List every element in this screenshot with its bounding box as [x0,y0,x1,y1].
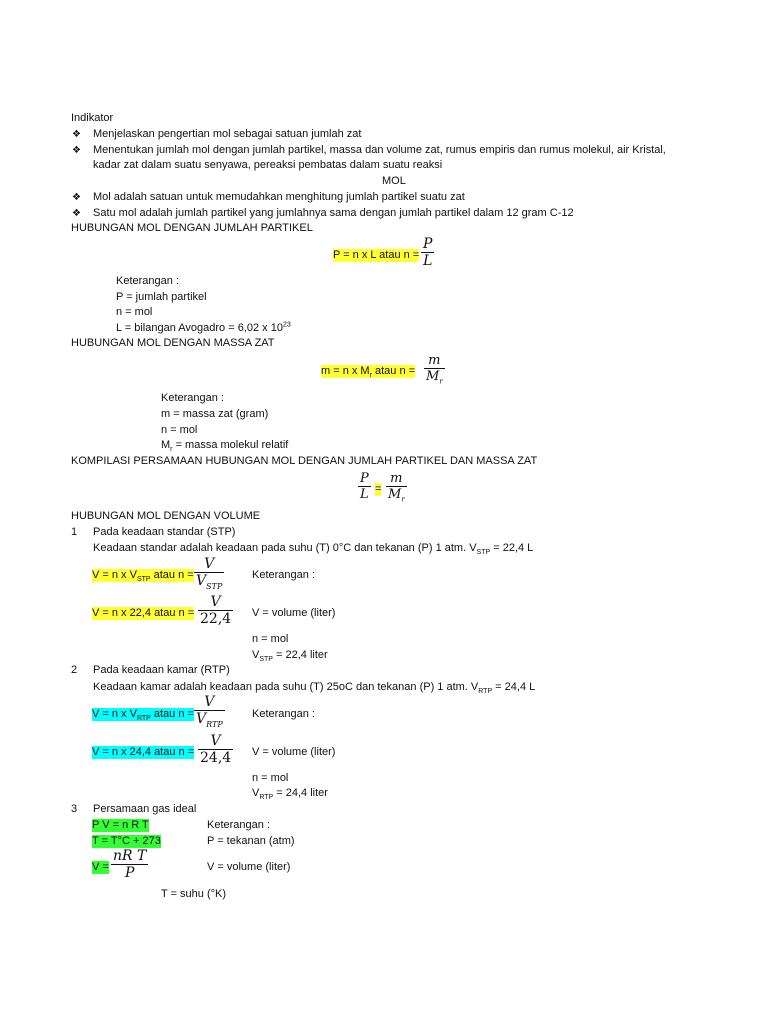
fraction-denominator: L [360,487,369,502]
fraction-denominator: 22,4 [200,611,232,627]
partikel-heading: HUBUNGAN MOL DENGAN JUMLAH PARTIKEL [71,222,313,234]
fraction-numerator: V [210,594,221,610]
f1-b: atau n = [150,569,194,581]
volume-heading: HUBUNGAN MOL DENGAN VOLUME [71,510,261,522]
bullet-diamond-icon: ❖ [72,129,81,140]
stp-desc [93,542,533,555]
fraction-numerator: m [390,471,403,486]
stp-desc-sub: STP [476,549,491,557]
avogadro-exponent: 23 [282,321,291,329]
partikel-ket-title: Keterangan : [116,275,179,287]
ket3-sub: STP [259,656,273,664]
den-v: V [196,711,207,727]
gas-number: 3 [71,803,78,815]
ket3-a: V [252,787,260,799]
stp-ket-1: V = volume (liter) [252,607,336,619]
fraction-denominator: 24,4 [200,750,232,766]
fraction-numerator: V [204,694,215,710]
fraction-denominator [386,487,407,504]
fraction-denominator [424,369,445,386]
rtp-fraction-2 [198,734,233,765]
f1-sub: STP [136,576,151,584]
mol-title: MOL [382,175,406,187]
stp-title: Pada keadaan standar (STP) [93,526,236,538]
fraction-numerator: V [210,733,221,749]
kompilasi-right-fraction [386,471,407,504]
rtp-title: Pada keadaan kamar (RTP) [93,664,230,676]
bullet-diamond-icon: ❖ [72,208,81,219]
den-sub: RTP [206,719,223,729]
gas-ket-2: V = volume (liter) [207,861,291,873]
rtp-desc [93,681,535,694]
f1-b: atau n = [150,708,194,720]
rtp-formula-2: V = n x 24,4 atau n = [92,746,195,758]
indikator-title: Indikator [71,112,114,124]
massa-formula-sub: r [369,372,372,380]
fraction-numerator: P [360,471,369,486]
massa-ket-1: m = massa zat (gram) [161,408,269,420]
ket3-a: V [252,649,260,661]
f1-a: V = n x V [92,708,137,720]
rtp-desc-a: Keadaan kamar adalah keadaan pada suhu (T) 25oC dan tekanan (P) 1 atm. V [93,681,479,693]
f1-sub: RTP [136,715,151,723]
massa-ket-3 [161,439,288,452]
stp-desc-b: = 22,4 L [490,542,534,554]
gas-title: Persamaan gas ideal [93,803,197,815]
massa-formula-a: m = n x M [321,365,370,377]
indikator-bullet-1: Menjelaskan pengertian mol sebagai satuan jumlah zat [93,128,362,140]
den-sub: r [401,495,405,504]
rtp-fraction-1 [194,694,225,729]
stp-number: 1 [71,526,78,538]
stp-ket-title: Keterangan : [252,569,315,581]
rtp-ket-2: n = mol [252,772,289,784]
bullet-diamond-icon: ❖ [72,192,81,203]
gas-formula-2: T = T°C + 273 [92,835,161,847]
partikel-ket-2: n = mol [116,306,153,318]
den-v: V [196,573,207,589]
den-sub: r [439,377,443,386]
den-m: M [388,487,402,502]
indikator-bullet-2-cont: kadar zat dalam suatu senyawa, pereaksi pembatas dalam suatu reaksi [93,159,443,171]
kompilasi-heading: KOMPILASI PERSAMAAN HUBUNGAN MOL DENGAN JUMLAH PARTIKEL DAN MASSA ZAT [71,455,538,467]
den-m: M [426,369,440,384]
rtp-ket-3 [252,787,328,800]
mol-bullet-2: Satu mol adalah jumlah partikel yang jumlahnya sama dengan jumlah partikel dalam 12 gram C-12 [93,207,574,219]
rtp-ket-title: Keterangan : [252,708,315,720]
stp-formula-1 [92,569,194,582]
stp-formula-2: V = n x 22,4 atau n = [92,607,195,619]
massa-formula-b: atau n = [371,365,416,377]
mr-desc: = massa molekul relatif [172,439,289,451]
stp-desc-a: Keadaan standar adalah keadaan pada suhu (T) 0°C dan tekanan (P) 1 atm. V [93,542,477,554]
rtp-ket-1: V = volume (liter) [252,746,336,758]
indikator-bullet-2: Menentukan jumlah mol dengan jumlah partikel, massa dan volume zat, rumus empiris dan rumus molekul, air Kristal, [93,144,666,156]
fraction-numerator: m [428,353,441,368]
ket3-b: = 24,4 liter [273,787,328,799]
gas-ket-1: P = tekanan (atm) [207,835,295,847]
gas-ket-title: Keterangan : [207,819,270,831]
stp-ket-2: n = mol [252,633,289,645]
massa-ket-2: n = mol [161,424,198,436]
gas-formula-3: V = [92,861,109,873]
avogadro-text: L = bilangan Avogadro = 6,02 x 10 [116,322,283,334]
fraction-numerator: P [423,236,433,252]
fraction-numerator: nR T [113,848,147,864]
partikel-fraction [421,237,434,268]
fraction-numerator: V [204,556,215,572]
mol-bullet-1: Mol adalah satuan untuk memudahkan menghitung jumlah partikel suatu zat [93,191,465,203]
gas-fraction [111,849,148,880]
ket3-sub: RTP [259,794,274,802]
stp-ket-3 [252,649,328,662]
mr-symbol: M [161,439,171,451]
rtp-number: 2 [71,664,78,676]
rtp-desc-sub: RTP [478,688,493,696]
fraction-denominator [194,711,225,729]
rtp-desc-b: = 24,4 L [492,681,536,693]
partikel-ket-1: P = jumlah partikel [116,291,207,303]
massa-fraction [424,353,445,386]
rtp-formula-1 [92,708,194,721]
kompilasi-equals: = [375,483,382,495]
massa-ket-title: Keterangan : [161,392,224,404]
stp-fraction-2 [198,595,233,626]
den-sub: STP [206,581,223,591]
kompilasi-left-fraction [358,472,371,501]
ket3-b: = 22,4 liter [272,649,328,661]
bullet-diamond-icon: ❖ [72,145,81,156]
partikel-formula: P = n x L atau n = [333,249,420,261]
mr-sub: r [170,446,173,454]
fraction-denominator [194,573,224,591]
fraction-denominator: L [423,253,433,269]
fraction-denominator: P [124,865,135,881]
partikel-ket-3 [116,322,291,335]
massa-formula [321,365,415,378]
gas-ket-3: T = suhu (°K) [161,888,227,900]
f1-a: V = n x V [92,569,137,581]
gas-formula-1: P V = n R T [92,819,149,831]
stp-fraction-1 [194,556,224,591]
massa-heading: HUBUNGAN MOL DENGAN MASSA ZAT [71,337,275,349]
